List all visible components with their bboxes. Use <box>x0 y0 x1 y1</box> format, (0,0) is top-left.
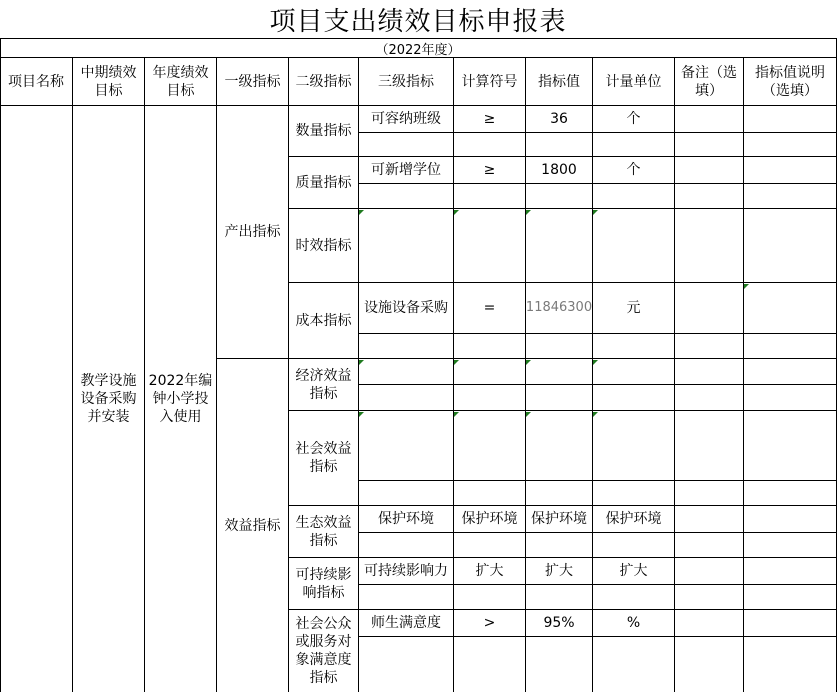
header-project-name: 项目名称 <box>8 73 64 90</box>
comment-marker <box>744 284 749 289</box>
level1-benefit: 效益指标 <box>224 517 281 534</box>
indicator-cost: 设施设备采购 <box>364 300 448 316</box>
header-explanation: 指标值说明 （选填） <box>755 64 825 99</box>
grid-line <box>743 57 744 692</box>
grid-line <box>359 132 837 133</box>
header-level3-indicator: 三级指标 <box>378 73 434 90</box>
comment-marker <box>359 360 364 365</box>
grid-line <box>0 38 1 692</box>
operator-quality: ≥ <box>483 162 496 178</box>
unit-quality: 个 <box>626 162 641 178</box>
indicator-quality: 可新增学位 <box>371 162 441 178</box>
grid-line <box>359 333 837 334</box>
value-satisfaction: 95% <box>543 615 575 631</box>
comment-marker <box>526 360 531 365</box>
operator-sustainable: 扩大 <box>475 563 504 579</box>
header-unit: 计量单位 <box>605 73 662 90</box>
grid-line <box>453 57 454 692</box>
header-level2-indicator: 二级指标 <box>295 73 352 90</box>
level2-satisfaction: 社会公众 或服务对 象满意度 指标 <box>295 616 352 686</box>
grid-line <box>359 384 837 385</box>
indicator-satisfaction: 师生满意度 <box>371 615 441 631</box>
grid-line <box>289 208 837 209</box>
value-ecological: 保护环境 <box>531 511 587 527</box>
level2-quantity: 数量指标 <box>295 123 352 139</box>
grid-line <box>359 532 837 533</box>
annual-goal-cell: 2022年编 钟小学投 入使用 <box>148 373 213 425</box>
mid-term-goal-cell: 教学设施 设备采购 并安装 <box>80 373 137 425</box>
grid-line <box>358 57 359 692</box>
grid-line <box>359 584 837 585</box>
level2-quality: 质量指标 <box>295 174 352 191</box>
value-quality: 1800 <box>541 162 577 178</box>
grid-line <box>359 636 837 637</box>
level1-output: 产出指标 <box>224 224 281 240</box>
unit-cost: 元 <box>626 300 641 316</box>
unit-sustainable: 扩大 <box>619 563 648 579</box>
comment-marker <box>454 360 459 365</box>
level2-sustainable: 可持续影 响指标 <box>295 566 352 601</box>
grid-line <box>289 410 837 411</box>
form-title: 项目支出绩效目标申报表 <box>269 6 567 37</box>
operator-quantity: ≥ <box>483 111 496 127</box>
comment-marker <box>359 210 364 215</box>
grid-line <box>359 183 837 184</box>
grid-line <box>674 57 675 692</box>
level2-economic: 经济效益 指标 <box>295 367 352 402</box>
comment-marker <box>526 412 531 417</box>
comment-marker <box>454 210 459 215</box>
header-level1-indicator: 一级指标 <box>224 73 281 90</box>
grid-line <box>359 480 837 481</box>
comment-marker <box>593 360 598 365</box>
indicator-quantity: 可容纳班级 <box>371 111 441 127</box>
level2-social: 社会效益 指标 <box>295 441 352 475</box>
value-cost: 11846300 <box>525 300 593 315</box>
header-mid-term-goal: 中期绩效 目标 <box>80 64 137 99</box>
value-sustainable: 扩大 <box>545 563 573 579</box>
level2-timeliness: 时效指标 <box>295 237 352 254</box>
comment-marker <box>593 412 598 417</box>
comment-marker <box>526 210 531 215</box>
level2-cost: 成本指标 <box>295 312 352 329</box>
grid-line <box>592 57 593 692</box>
level2-ecological: 生态效益 指标 <box>295 514 352 549</box>
form-subtitle: （2022年度） <box>375 42 461 58</box>
header-annual-goal: 年度绩效 目标 <box>152 64 209 99</box>
comment-marker <box>593 210 598 215</box>
unit-ecological: 保护环境 <box>605 511 662 527</box>
unit-satisfaction: % <box>626 615 641 631</box>
comment-marker <box>359 412 364 417</box>
indicator-sustainable: 可持续影响力 <box>364 563 448 579</box>
indicator-ecological: 保护环境 <box>378 511 434 527</box>
comment-marker <box>454 412 459 417</box>
grid-line <box>525 57 526 692</box>
header-indicator-value: 指标值 <box>538 73 580 90</box>
unit-quantity: 个 <box>626 111 641 127</box>
header-operator: 计算符号 <box>461 73 518 90</box>
operator-cost: = <box>483 300 496 316</box>
value-quantity: 36 <box>550 111 568 127</box>
grid-line <box>0 38 837 39</box>
header-remark: 备注（选 填） <box>681 64 737 99</box>
grid-line <box>836 38 837 692</box>
operator-satisfaction: > <box>483 615 496 631</box>
operator-ecological: 保护环境 <box>461 511 518 527</box>
